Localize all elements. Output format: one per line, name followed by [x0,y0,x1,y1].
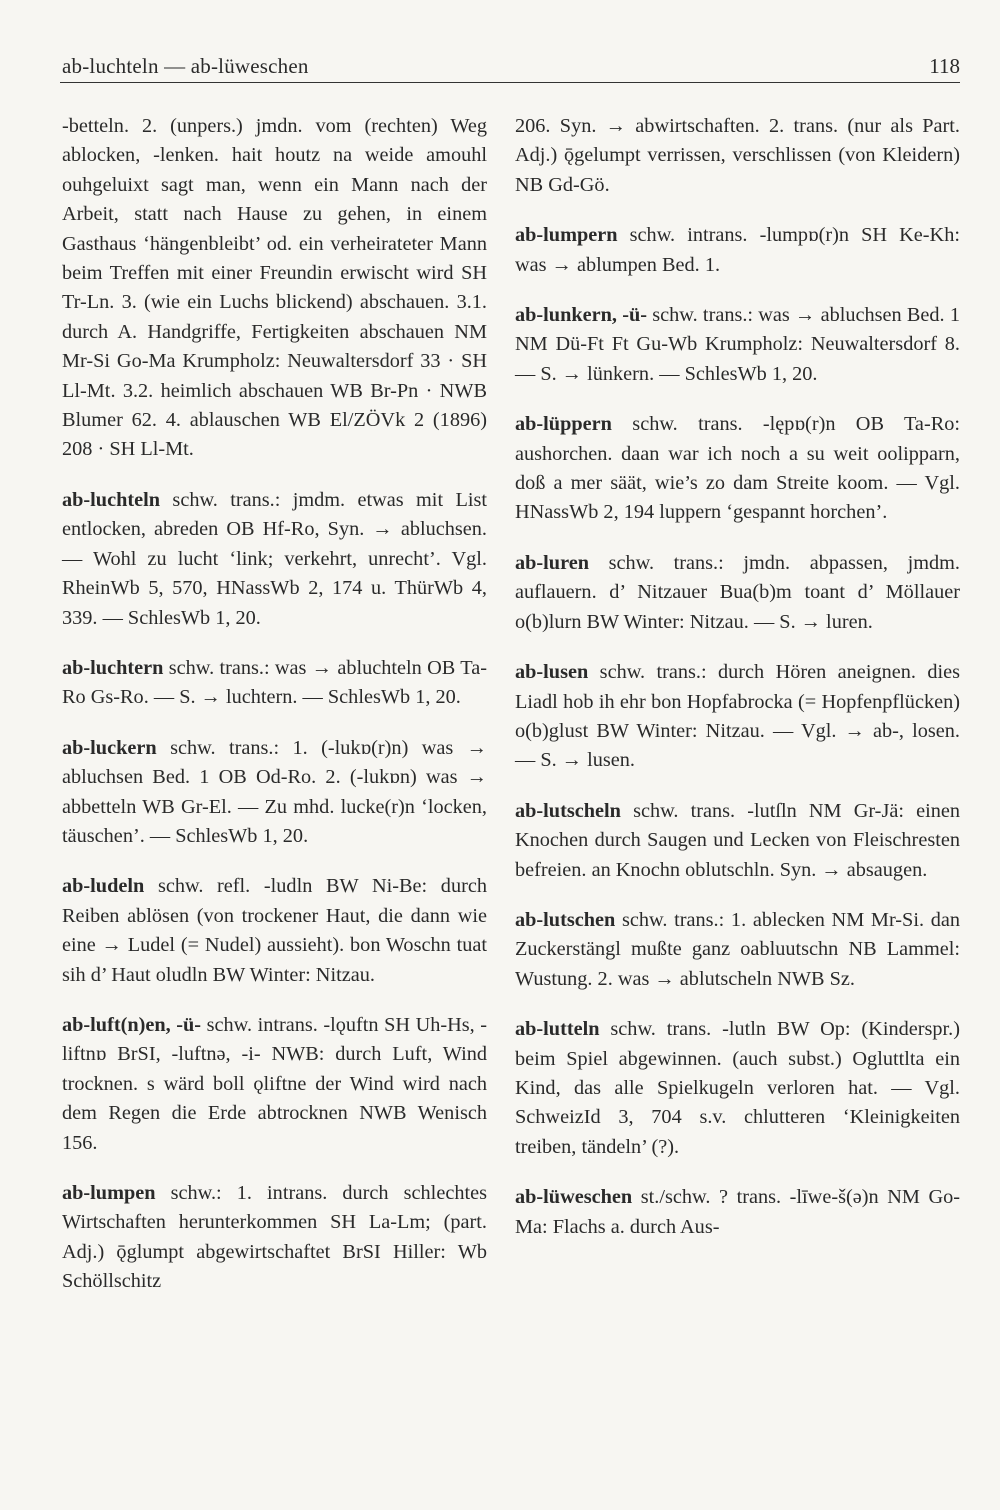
headword: ab-lutscheln [515,799,621,822]
entry-text: st./schw. ? trans. -līwe-š(ə)n NM Go-Ma: Flachs a. durch Aus- [515,1186,960,1238]
headword: ab-lumpern [515,224,618,247]
entry-text: schw. trans.: was → abluchteln OB Ta-Ro Gs-Ro. — S. → luchtern. — SchlesWb 1, 20. [62,656,487,709]
entry-text: schw. trans.: durch Hören aneignen. dies Liadl hob ih ehr bon Hopfabrocka (= Hopfenpflücken) o(b)glust BW Winter: Nitzau. — Vgl. → ab-, losen. — S. → lusen. [515,661,961,772]
dictionary-entry-ab-luchtern [62,654,487,713]
dictionary-entry-ab-ludeln [62,872,487,990]
headword: ab-lumpen [62,1182,156,1204]
dictionary-entry-ab-luckern [62,734,487,852]
headword: ab-luchtern [62,656,164,679]
headword: ab-ludeln [62,875,145,898]
entry-text: schw. trans.: jmdm. etwas mit List entlocken, abreden OB Hf-Ro, Syn. → abluchsen. — Wohl zu lucht ‘link; verkehrt, unrecht’. Vgl. RheinWb 5, 570, HNassWb 2, 174 u. ThürWb 4, 339. — SchlesWb 1, 20. [62,488,487,629]
dictionary-entry-continued [515,112,960,200]
running-header [60,48,960,83]
headword: ab-lüweschen [515,1186,633,1209]
dictionary-entry-ab-lumpern [515,221,960,280]
headword: ab-luckern [62,736,157,759]
entry-text: 206. Syn. → abwirtschaften. 2. trans. (nur als Part. Adj.) ǭgelumpt verrissen, verschlissen (von Kleidern) NB Gd-Gö. [515,115,960,196]
dictionary-entry-ab-luchteln [62,486,487,633]
entry-text: schw. refl. -ludln BW Ni-Be: durch Reiben ablösen (von trockener Haut, die dann wie eine → Ludel (= Nudel) aussieht). bon Woschn tuat sih d’ Haut oludln BW Winter: Nitzau. [62,875,487,986]
headword: ab-luren [515,551,590,574]
entry-text: schw. trans.: 1. ablecken NM Mr-Si. dan Zuckerstängl mußte ganz oabluutschn NB Lammel: Wustung. 2. was → ablutscheln NWB Sz. [515,908,960,990]
entry-text: schw. trans. -lutſln NM Gr-Jä: einen Knochen durch Saugen und Lecken von Fleischresten befreien. an Knochn oblutschln. Syn. → absaugen. [515,799,961,881]
headword: ab-luchteln [62,488,161,511]
dictionary-entry-continued [62,112,487,465]
page-number: 118 [929,54,960,78]
dictionary-entry-ab-lumpen [62,1179,487,1297]
dictionary-entry-ab-luren [515,549,960,637]
dictionary-entry-ab-lutschen [515,906,960,994]
entry-text: -betteln. 2. (unpers.) jmdn. vom (rechten) Weg ablocken, -lenken. hait houtz na weide amouhl ouhgeluixt sagt man, wenn ein Mann nach der Arbeit, statt nach Hause zu gehen, in einem Gasthaus ‘hängenbleibt’ od. ein verheirateter Mann beim Treffen mit einer Freundin erwischt wird SH Tr-Ln. 3. (wie ein Luchs blickend) abschauen. 3.1. durch A. Handgriffe, Fertigkeiten abschauen NM Mr-Si Go-Ma Krumpholz: Neuwaltersdorf 33 · SH Ll-Mt. 3.2. heimlich abschauen WB Br-Pn · NWB Blumer 62. 4. ablauschen WB El/ZÖVk 2 (1896) 208 · SH Ll-Mt. [62,115,487,461]
entry-text: schw. trans.: 1. (-lukɒ(r)n) was → abluchsen Bed. 1 OB Od-Ro. 2. (-lukɒn) was → abbetteln WB Gr-El. — Zu mhd. lucke(r)n ‘locken, täuschen’. — SchlesWb 1, 20. [62,736,487,847]
dictionary-entry-ab-lusen [515,658,960,776]
headword: ab-lusen [515,661,589,684]
running-head: ab-luchteln — ab-lüweschen [62,54,309,78]
headword: ab-lunkern, -ü- [515,304,648,327]
entry-text: schw. trans.: was → abluchsen Bed. 1 NM Dü-Ft Ft Gu-Wb Krumpholz: Neuwaltersdorf 8. — S. → lünkern. — SchlesWb 1, 20. [515,304,960,385]
dictionary-entry-ab-lueppern [515,410,960,528]
entry-text: schw. trans.: jmdn. abpassen, jmdm. auflauern. d’ Nitzauer Bua(b)m toant d’ Möllauer o(b)lurn BW Winter: Nitzau. — S. → luren. [515,551,960,633]
dictionary-entry-ab-lueweschen [515,1183,960,1242]
dictionary-entry-ab-luftnen [62,1011,487,1158]
entry-text: schw. trans. -lutln BW Op: (Kinderspr.) beim Spiel abgewinnen. (auch subst.) Ogluttlta ein Kind, das alle Spielkugeln verloren hat. — Vgl. SchweizId 3, 704 s.v. chlutteren ‘Kleinigkeiten treiben, tändeln’ (?). [515,1018,960,1158]
entry-text: schw.: 1. intrans. durch schlechtes Wirtschaften herunterkommen SH La-Lm; (part. Adj.) ǭglumpt abgewirtschaftet BrSI Hiller: Wb Schöllschitz [62,1182,487,1293]
headword: ab-lüppern [515,413,612,436]
entry-text: schw. trans. -lępɒ(r)n OB Ta-Ro: aushorchen. daan war ich noch a su weit oolipparn, doß a mer säät, wie’s zo dam Streite koom. — Vgl. HNassWb 2, 194 luppern ‘gespannt horchen’. [515,413,960,524]
headword: ab-lutteln [515,1018,600,1041]
dictionary-entry-ab-lunkern [515,301,960,389]
right-column [515,112,960,1263]
entry-text: schw. intrans. -lǫuftn SH Uh-Hs, -liftnɒ BrSI, -luftnə, -i- NWB: durch Luft, Wind trocknen. s wärd boll ǫliftne der Wind wird nach dem Regen die Erde abtrocknen NWB Wenisch 156. [62,1013,488,1154]
dictionary-entry-ab-lutteln [515,1015,960,1162]
headword: ab-luft(n)en, -ü- [62,1013,202,1036]
entry-text: schw. intrans. -lumpɒ(r)n SH Ke-Kh: was → ablumpen Bed. 1. [515,224,960,276]
dictionary-entry-ab-lutscheln [515,797,960,885]
left-column [62,112,487,1318]
headword: ab-lutschen [515,908,616,931]
